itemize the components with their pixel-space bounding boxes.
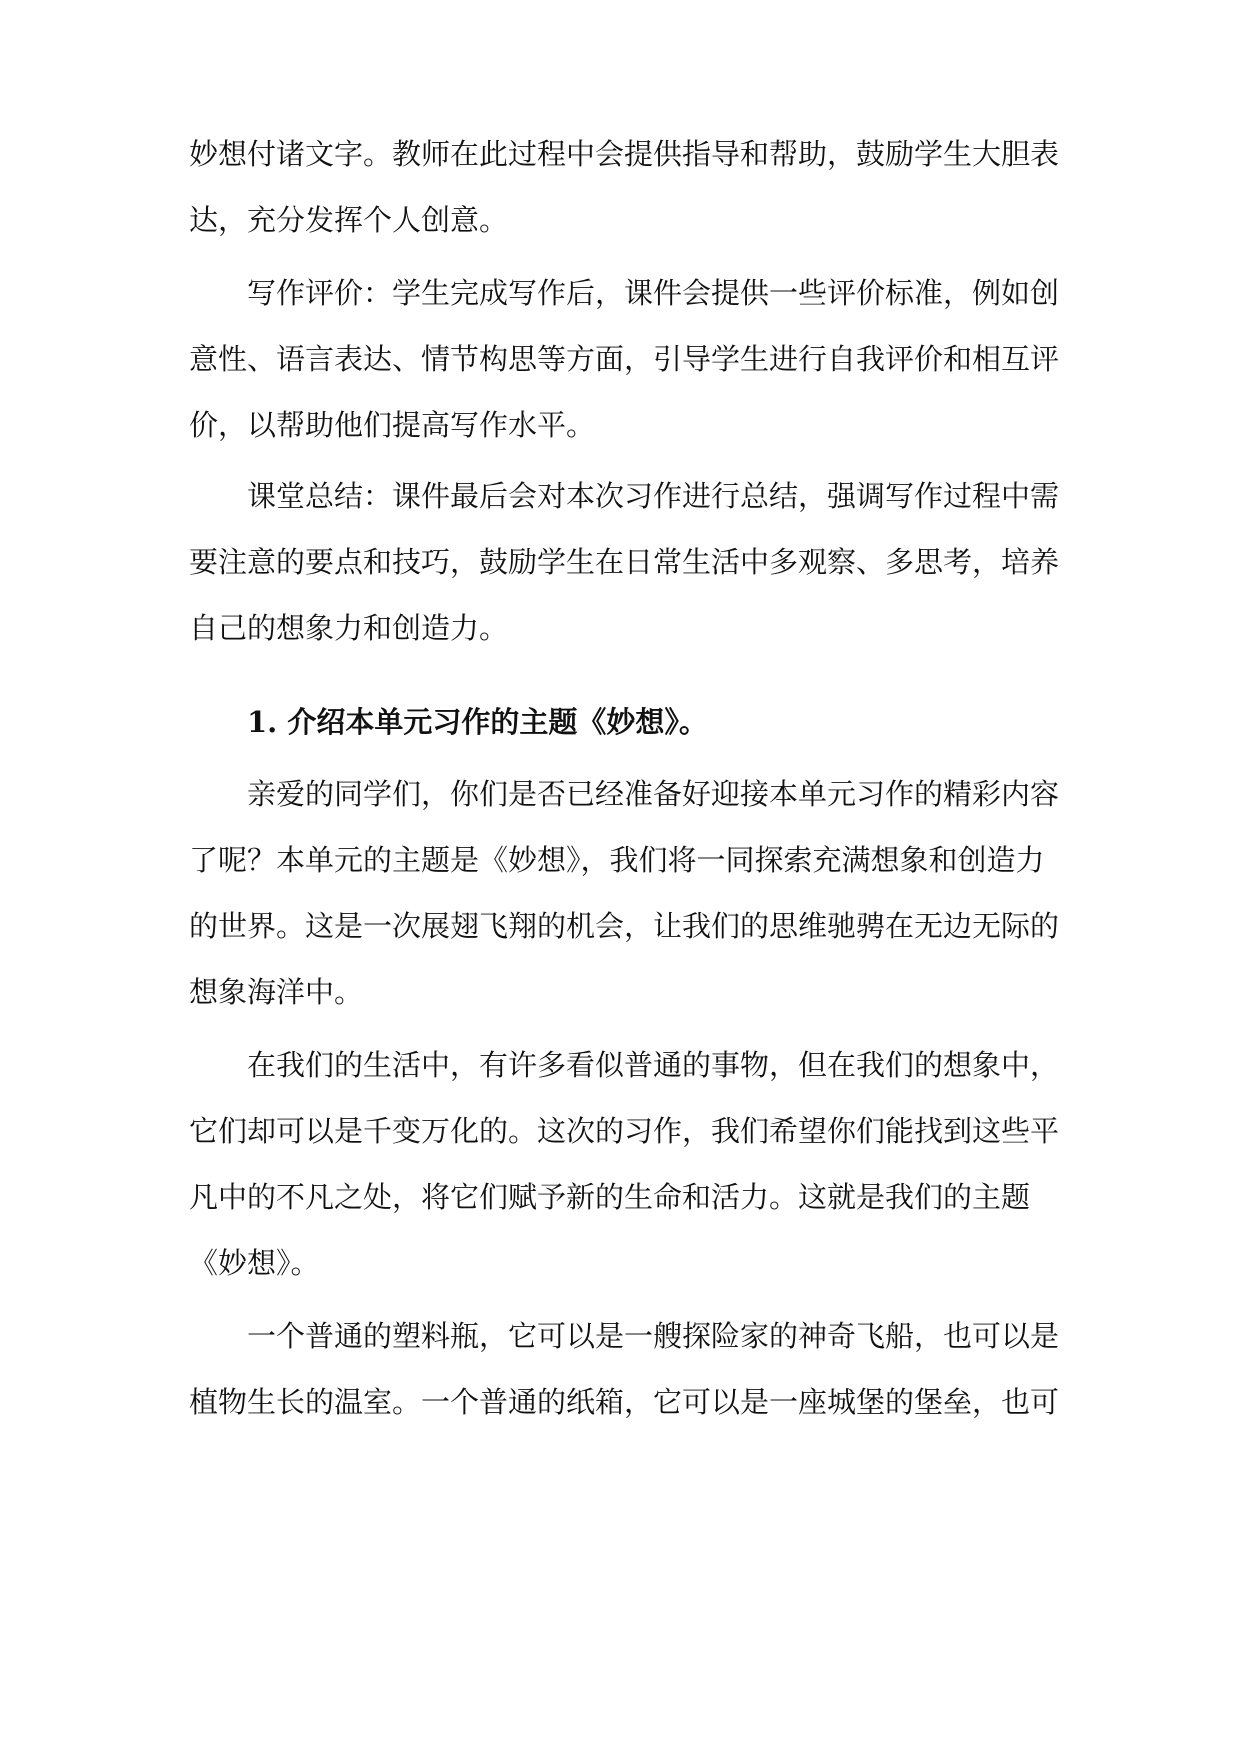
paragraph-line: 凡中的不凡之处，将它们赋予新的生命和活力。这就是我们的主题 <box>189 1180 1031 1214</box>
paragraph-line: 亲爱的同学们，你们是否已经准备好迎接本单元习作的精彩内容 <box>247 777 1060 811</box>
paragraph-line: 它们却可以是千变万化的。这次的习作，我们希望你们能找到这些平 <box>189 1114 1060 1148</box>
paragraph-line: 妙想付诸文字。教师在此过程中会提供指导和帮助，鼓励学生大胆表 <box>189 137 1060 171</box>
paragraph-line: 想象海洋中。 <box>189 975 364 1009</box>
paragraph-line: 《妙想》。 <box>189 1246 320 1280</box>
paragraph-line: 达，充分发挥个人创意。 <box>189 203 509 237</box>
paragraph-line: 植物生长的温室。一个普通的纸箱，它可以是一座城堡的堡垒，也可 <box>189 1385 1060 1419</box>
section-heading: 1. 介绍本单元习作的主题《妙想》。 <box>247 705 708 739</box>
paragraph-line: 要注意的要点和技巧，鼓励学生在日常生活中多观察、多思考，培养 <box>189 545 1060 579</box>
paragraph-line: 自己的想象力和创造力。 <box>189 611 509 645</box>
paragraph-line: 价，以帮助他们提高写作水平。 <box>189 408 596 442</box>
paragraph-line: 意性、语言表达、情节构思等方面，引导学生进行自我评价和相互评 <box>189 342 1060 376</box>
paragraph-line: 了呢？本单元的主题是《妙想》，我们将一同探索充满想象和创造力 <box>189 843 1045 877</box>
paragraph-line: 课堂总结：课件最后会对本次习作进行总结，强调写作过程中需 <box>247 479 1060 513</box>
paragraph-line: 在我们的生活中，有许多看似普通的事物，但在我们的想象中， <box>247 1048 1060 1082</box>
paragraph-line: 一个普通的塑料瓶，它可以是一艘探险家的神奇飞船，也可以是 <box>247 1319 1060 1353</box>
paragraph-line: 的世界。这是一次展翅飞翔的机会，让我们的思维驰骋在无边无际的 <box>189 909 1060 943</box>
paragraph-line: 写作评价：学生完成写作后，课件会提供一些评价标准，例如创 <box>247 276 1060 310</box>
